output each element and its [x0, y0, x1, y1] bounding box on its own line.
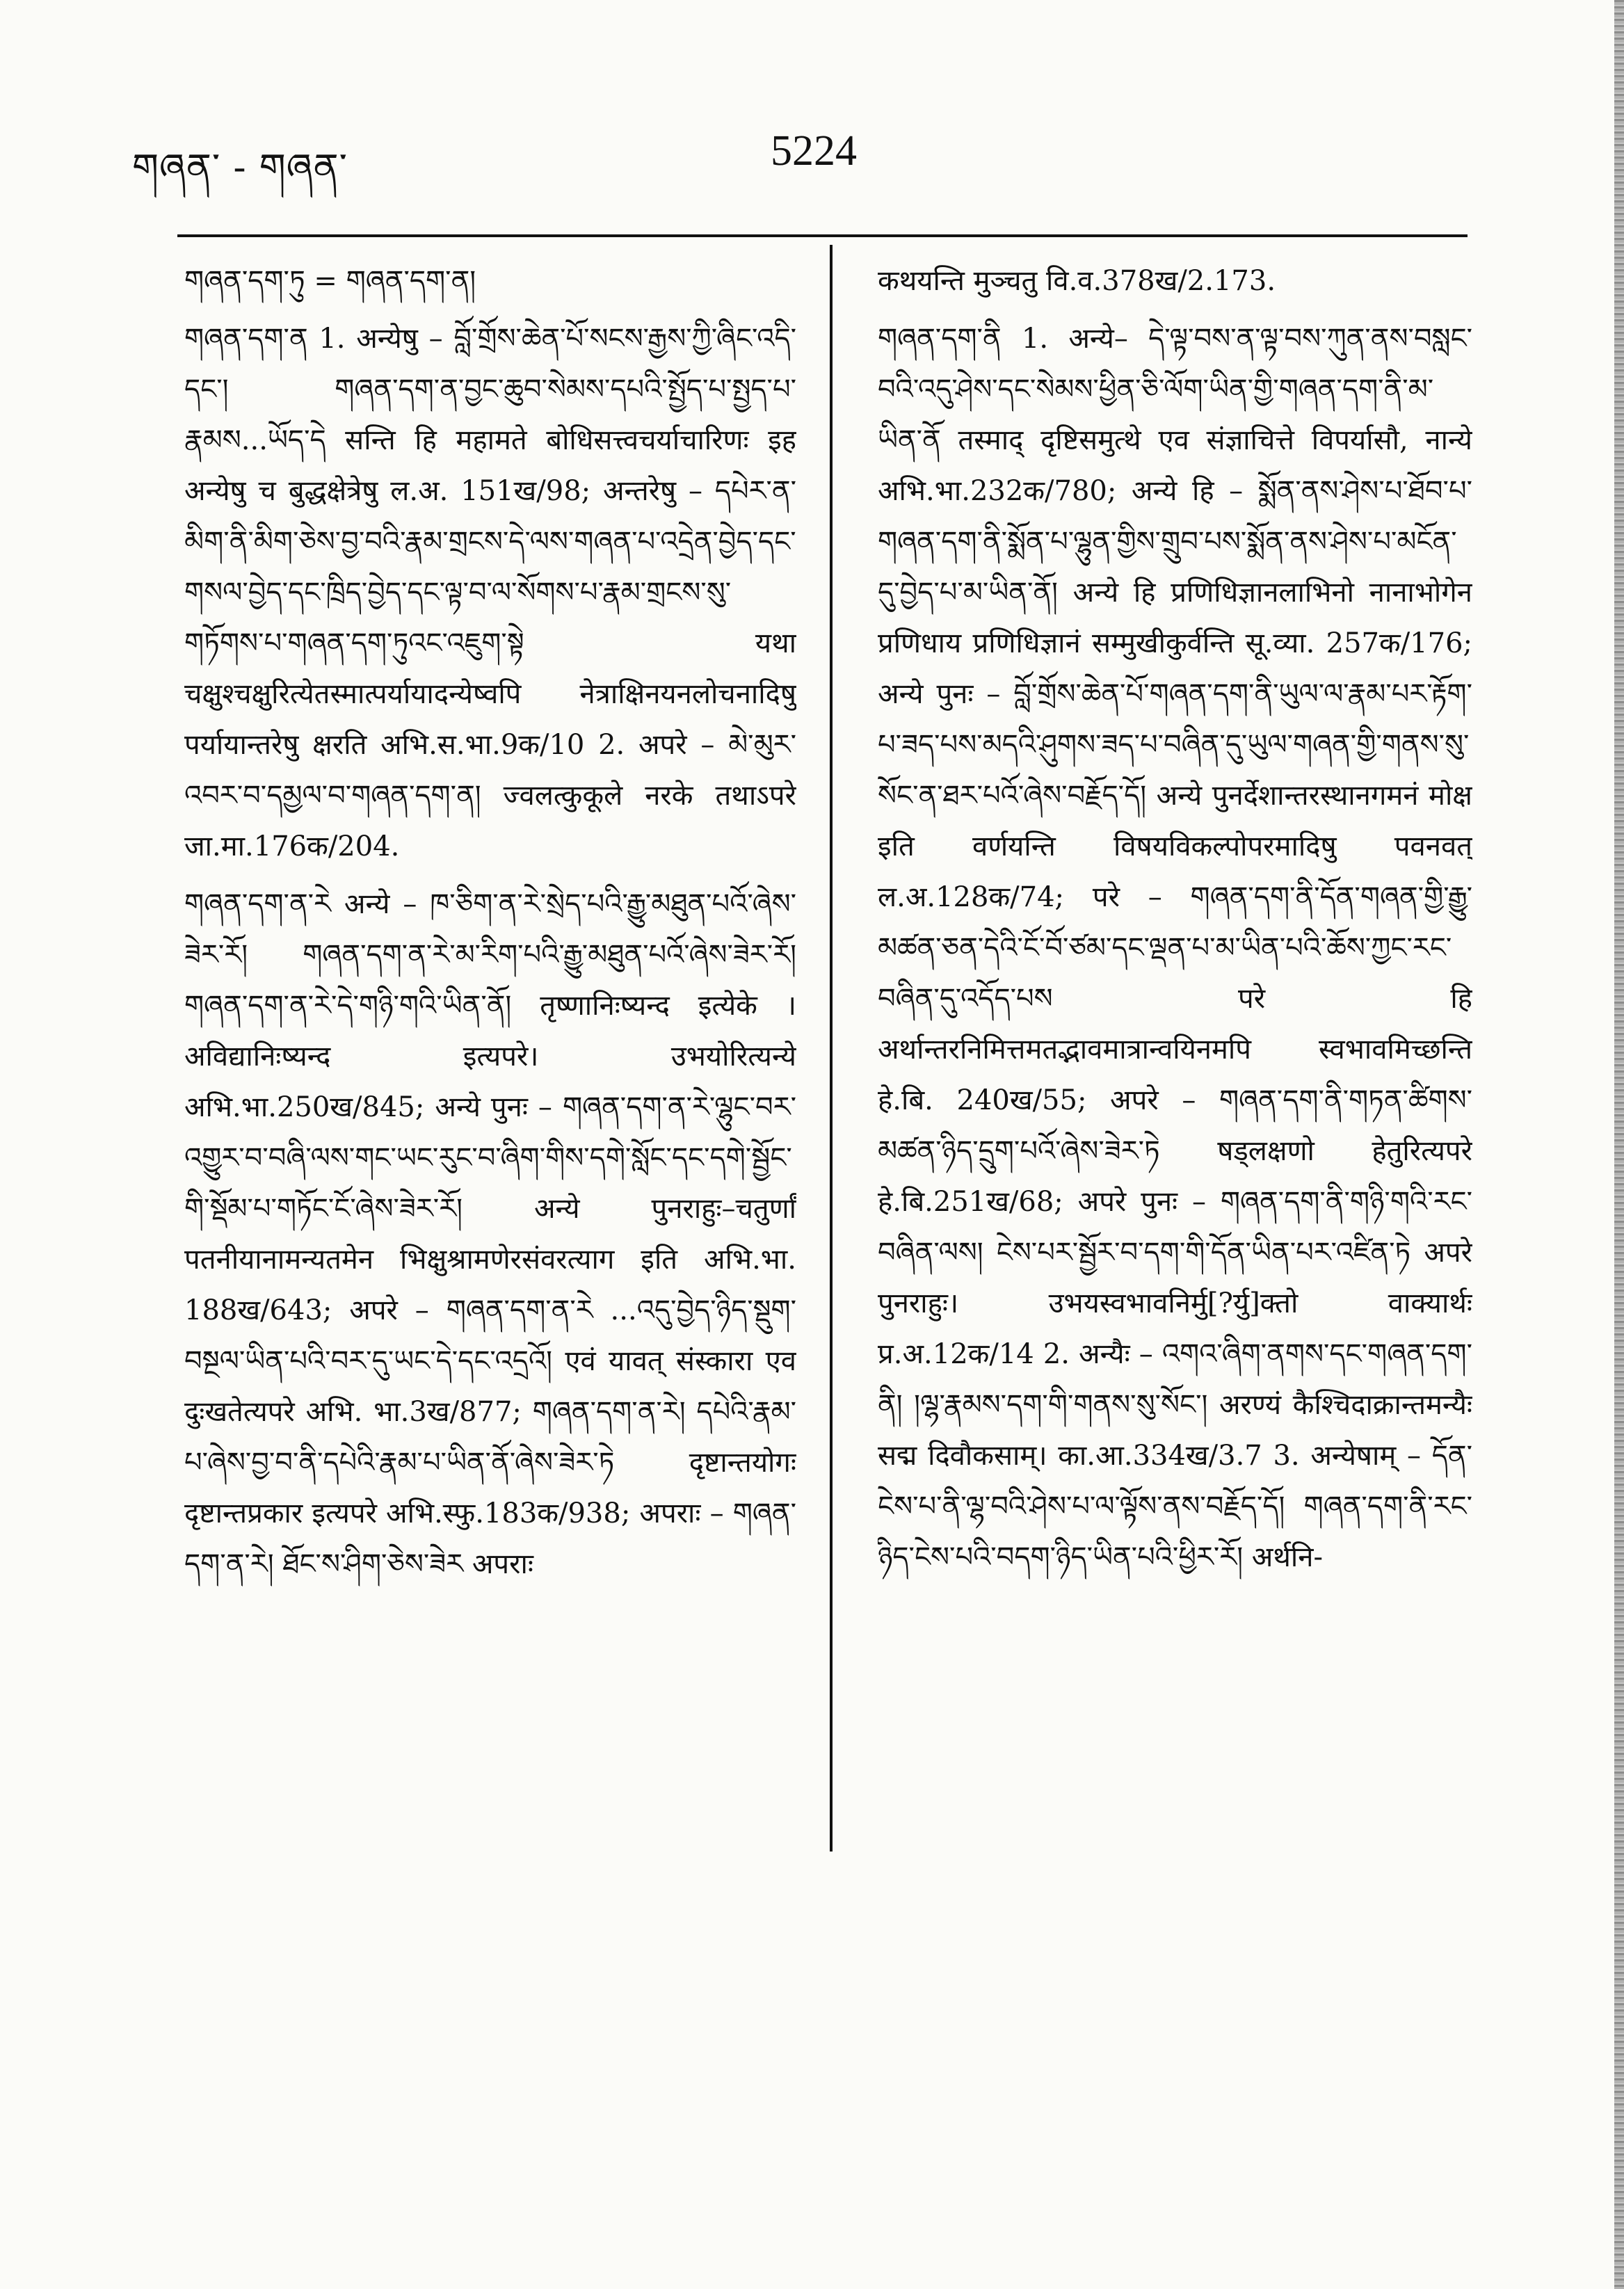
left-column [184, 256, 796, 1842]
dictionary-entry: གཞན་དག་ན 1. अन्येषु – བློ་གྲོས་ཆེན་པོ་སངས་རྒྱས་ཀྱི་ཞིང་འདི་དང་། གཞན་དག་ན་བྱང་ཆུབ་སེམས་དཔའི་སྤྱོད་པ་སྤྱད་པ་རྣམས...ཡོད་དེ सन्ति हि महामते बोधिसत्त्वचर्याचारिणः इह अन्येषु च बुद्धक्षेत्रेषु ल.अ. 151ख/98; अन्तरेषु – དཔེར་ན་མིག་ནི་མིག་ཅེས་བྱ་བའི་རྣམ་གྲངས་དེ་ལས་གཞན་པ་འདྲེན་བྱེད་དང་གསལ་བྱེད་དང་ཁྲིད་བྱེད་དང་ལྟ་བ་ལ་སོགས་པ་རྣམ་གྲངས་སུ་གཏོགས་པ་གཞན་དག་ཏུའང་འཇུག་སྟེ यथा चक्षुश्चक्षुरित्येतस्मात्पर्यायादन्येष्वपि नेत्राक्षिनयनलोचनादिषु पर्यायान्तरेषु क्षरति अभि.स.भा.9क/10 2. अपरे – མེ་མུར་འབར་བ་དམྱལ་བ་གཞན་དག་ན། ज्वलत्कुकूले नरके तथाऽपरे जा.मा.176क/204. [184, 323, 796, 862]
scan-edge [1614, 0, 1624, 2289]
dictionary-entry: གཞན་དག་ཏུ = གཞན་དག་ན། [184, 265, 476, 297]
column-divider [830, 245, 833, 1852]
dictionary-entry: གཞན་དག་ནི 1. अन्ये– དེ་ལྟ་བས་ན་ལྟ་བས་ཀུན་ནས་བསླང་བའི་འདུ་ཤེས་དང་སེམས་ཕྱིན་ཅི་ལོག་ཡིན་གྱི་གཞན་དག་ནི་མ་ཡིན་ནོ तस्माद् दृष्टिसमुत्थे एव संज्ञाचित्ते विपर्यासौ, नान्ये अभि.भा.232क/780; अन्ये हि – སྨོན་ནས་ཤེས་པ་ཐོབ་པ་གཞན་དག་ནི་སྨོན་པ་ལྷུན་གྱིས་གྲུབ་པས་སྨོན་ནས་ཤེས་པ་མངོན་དུ་བྱེད་པ་མ་ཡིན་ནོ། अन्ये हि प्रणिधिज्ञानलाभिनो नानाभोगेन प्रणिधाय प्रणिधिज्ञानं सम्मुखीकुर्वन्ति सू.व्या. 257क/176; अन्ये पुनः – བློ་གྲོས་ཆེན་པོ་གཞན་དག་ནི་ཡུལ་ལ་རྣམ་པར་རྟོག་པ་ཟད་པས་མདའི་ཤུགས་ཟད་པ་བཞིན་དུ་ཡུལ་གཞན་གྱི་གནས་སུ་སོང་ན་ཐར་པའོ་ཞེས་བརྗོད་དོ། अन्ये पुनर्देशान्तरस्थानगमनं मोक्ष इति वर्णयन्ति विषयविकल्पोपरमादिषु पवनवत् ल.अ.128क/74; परे – གཞན་དག་ནི་དོན་གཞན་གྱི་རྒྱུ་མཚན་ཅན་དེའི་ངོ་བོ་ཙམ་དང་ལྡན་པ་མ་ཡིན་པའི་ཆོས་ཀྱང་རང་བཞིན་དུ་འདོད་པས परे हि अर्थान्तरनिमित्तमतद्भावमात्रान्वयिनमपि स्वभावमिच्छन्ति हे.बि. 240ख/55; अपरे – གཞན་དག་ནི་གཏན་ཚིགས་མཚན་ཉིད་དྲུག་པའོ་ཞེས་ཟེར་ཏེ षड्लक्षणो हेतुरित्यपरे हे.बि.251ख/68; अपरे पुनः – གཞན་དག་ནི་གཉི་གའི་རང་བཞིན་ལས། ངེས་པར་སྦྱོར་བ་དག་གི་དོན་ཡིན་པར་འཛིན་ཏེ अपरे पुनराहुः। उभयस्वभावनिर्मु[?र्यु]क्तो वाक्यार्थः प्र.अ.12क/14 2. अन्यैः – འགའ་ཞིག་ནགས་དང་གཞན་དག་ནི། །ལྷ་རྣམས་དག་གི་གནས་སུ་སོང་། अरण्यं कैश्चिदाक्रान्तमन्यैः सद्म दिवौकसाम्। का.आ.334ख/3.7 3. अन्येषाम् – དོན་ངེས་པ་ནི་ལྷ་བའི་ཤེས་པ་ལ་ལྟོས་ནས་བརྗོད་དོ། གཞན་དག་ནི་རང་ཉིད་ངེས་པའི་བདག་ཉིད་ཡིན་པའི་ཕྱིར་རོ། अर्थनि- [878, 323, 1472, 1573]
page-number: 5224 [771, 127, 857, 175]
running-head: གཞན་ - གཞན་ [132, 145, 348, 189]
dictionary-entry: གཞན་དག་ན་རེ अन्ये – ཁ་ཅིག་ན་རེ་སྲེད་པའི་རྒྱུ་མཐུན་པའོ་ཞེས་ཟེར་རོ། གཞན་དག་ན་རེ་མ་རིག་པའི་རྒྱུ་མཐུན་པའོ་ཞེས་ཟེར་རོ། གཞན་དག་ན་རེ་དེ་གཉི་གའི་ཡིན་ནོ། तृष्णानिःष्यन्द इत्येके । अविद्यानिःष्यन्द इत्यपरे। उभयोरित्यन्ये अभि.भा.250ख/845; अन्ये पुनः – གཞན་དག་ན་རེ་ལྷུང་བར་འགྱུར་བ་བཞི་ལས་གང་ཡང་རུང་བ་ཞིག་གིས་དགེ་སློང་དང་དགེ་སྦྱོང་གི་སྡོམ་པ་གཏོང་ངོ་ཞེས་ཟེར་རོ། अन्ये पुनराहुः–चतुर्णां पतनीयानामन्यतमेन भिक्षुश्रामणेरसंवरत्याग इति अभि.भा. 188ख/643; अपरे – གཞན་དག་ན་རེ ...འདུ་བྱེད་ཉིད་སྡུག་བསྔལ་ཡིན་པའི་བར་དུ་ཡང་དེ་དང་འདྲའོ། एवं यावत् संस्कारा एव दुःखतेत्यपरे अभि. भा.3ख/877; གཞན་དག་ན་རེ། དཔེའི་རྣམ་པ་ཞེས་བྱ་བ་ནི་དཔེའི་རྣམ་པ་ཡིན་ནོ་ཞེས་ཟེར་ཏེ दृष्टान्तयोगः दृष्टान्तप्रकार इत्यपरे अभि.स्फु.183क/938; अपराः – གཞན་དག་ན་རེ། ཐོང་ས་ཤིག་ཅེས་ཟེར अपराः [184, 888, 796, 1580]
header-rule [177, 234, 1468, 237]
dictionary-entry: कथयन्ति मुञ्चतु वि.व.378ख/2.173. [878, 265, 1276, 297]
right-column [878, 256, 1472, 1842]
